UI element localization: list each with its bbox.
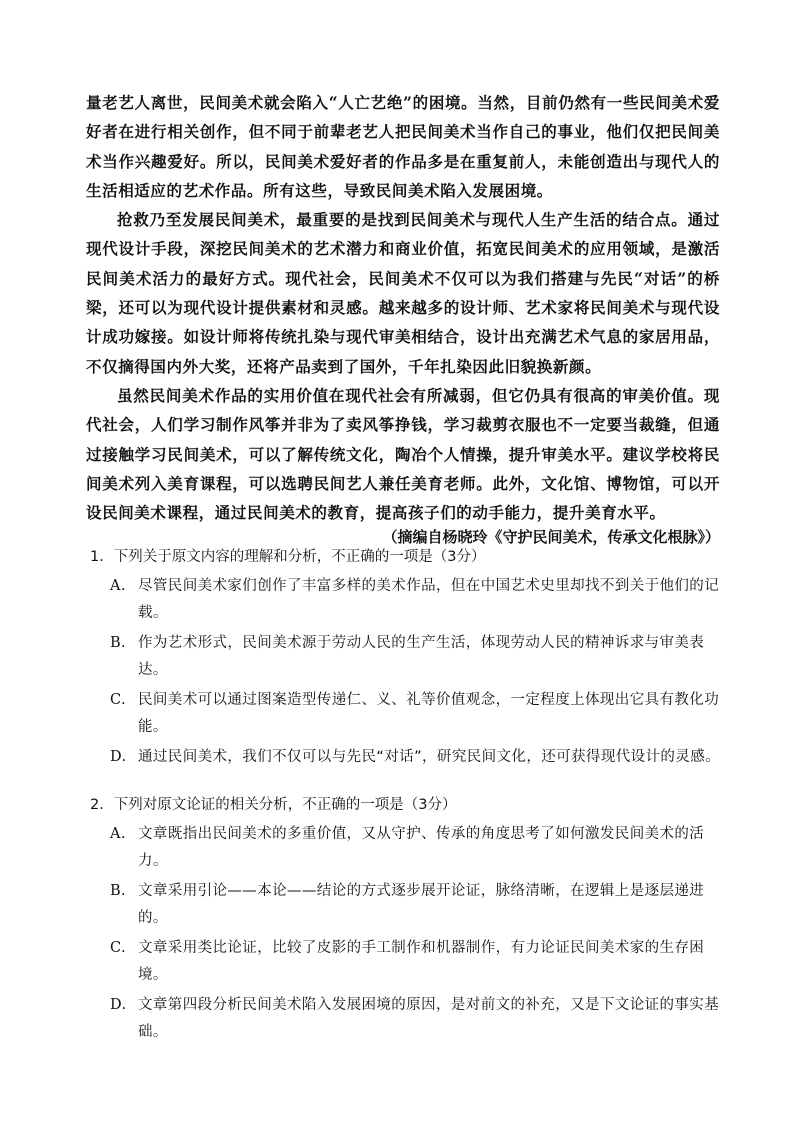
option-letter: A. xyxy=(110,578,126,594)
question-2-option-c xyxy=(90,935,730,988)
question-1-option-c xyxy=(90,687,730,740)
question-1-option-b xyxy=(90,630,730,683)
option-text: 文章既指出民间美术的多重价值，又从守护、传承的角度思考了如何激发民间美术的活力。 xyxy=(138,826,705,869)
reading-passage xyxy=(86,88,720,527)
option-letter: C. xyxy=(110,940,126,956)
question-2 xyxy=(90,793,730,1045)
question-2-option-a xyxy=(90,821,730,874)
passage-source: （摘编自杨晓玲《守护民间美术，传承文化根脉》） xyxy=(382,528,720,546)
option-letter: D. xyxy=(110,997,127,1013)
option-text: 文章采用类比论证，比较了皮影的手工制作和机器制作，有力论证民间美术家的生存困境。 xyxy=(138,940,705,983)
option-text: 通过民间美术，我们不仅可以与先民“对话”，研究民间文化，还可获得现代设计的灵感。 xyxy=(138,749,721,765)
question-2-stem: 2．下列对原文论证的相关分析，不正确的一项是（3分） xyxy=(90,797,457,813)
option-letter: D. xyxy=(110,749,127,765)
passage-paragraph-2: 抢救乃至发展民间美术，最重要的是找到民间美术与现代人生产生活的结合点。通过现代设计手段，深挖民间美术的艺术潜力和商业价值，拓宽民间美术的应用领域，是激活民间美术活力的最好方式。现代社会，民间美术不仅可以为我们搭建与先民“对话”的桥梁，还可以为现代设计提供素材和灵感。越来越多的设计师、艺术家将民间美术与现代设计成功嫁接。如设计师将传统扎染与现代审美相结合，设计出充满艺术气息的家居用品，不仅摘得国内外大奖，还将产品卖到了国外，千年扎染因此旧貌换新颜。 xyxy=(86,210,720,376)
option-text: 尽管民间美术家们创作了丰富多样的美术作品，但在中国艺术史里却找不到关于他们的记载。 xyxy=(138,578,720,621)
passage-paragraph-3: 虽然民间美术作品的实用价值在现代社会有所减弱，但它仍具有很高的审美价值。现代社会，人们学习制作风筝并非为了卖风筝挣钱，学习裁剪衣服也不一定要当裁缝，但通过接触学习民间美术，可以了解传统文化，陶冶个人情操，提升审美水平。建议学校将民间美术列入美育课程，可以选聘民间艺人兼任美育老师。此外，文化馆、博物馆，可以开设民间美术课程，通过民间美术的教育，提高孩子们的动手能力，提升美育水平。 xyxy=(86,385,720,523)
option-letter: B. xyxy=(110,635,127,651)
option-letter: B. xyxy=(110,883,127,899)
option-letter: A. xyxy=(110,826,126,842)
question-1-option-a xyxy=(90,573,730,626)
option-text: 民间美术可以通过图案造型传递仁、义、礼等价值观念，一定程度上体现出它具有教化功能。 xyxy=(138,692,720,735)
option-text: 文章第四段分析民间美术陷入发展困境的原因，是对前文的补充，又是下文论证的事实基础。 xyxy=(138,997,720,1040)
question-2-option-b xyxy=(90,878,730,931)
passage-paragraph-1: 量老艺人离世，民间美术就会陷入“人亡艺绝”的困境。当然，目前仍然有一些民间美术爱好者在进行相关创作，但不同于前辈老艺人把民间美术当作自己的事业，他们仅把民间美术当作兴趣爱好。所以，民间美术爱好者的作品多是在重复前人，未能创造出与现代人的生活相适应的艺术作品。所有这些，导致民间美术陷入发展困境。 xyxy=(86,93,720,200)
option-text: 作为艺术形式，民间美术源于劳动人民的生产生活，体现劳动人民的精神诉求与审美表达。 xyxy=(138,635,705,678)
question-1-option-d xyxy=(90,744,730,771)
option-letter: C. xyxy=(110,692,126,708)
question-1 xyxy=(90,545,730,771)
option-text: 文章采用引论——本论——结论的方式逐步展开论证，脉络清晰，在逻辑上是逐层递进的。 xyxy=(138,883,705,926)
question-2-option-d xyxy=(90,992,730,1045)
question-1-stem: 1．下列关于原文内容的理解和分析，不正确的一项是（3分） xyxy=(90,549,486,565)
